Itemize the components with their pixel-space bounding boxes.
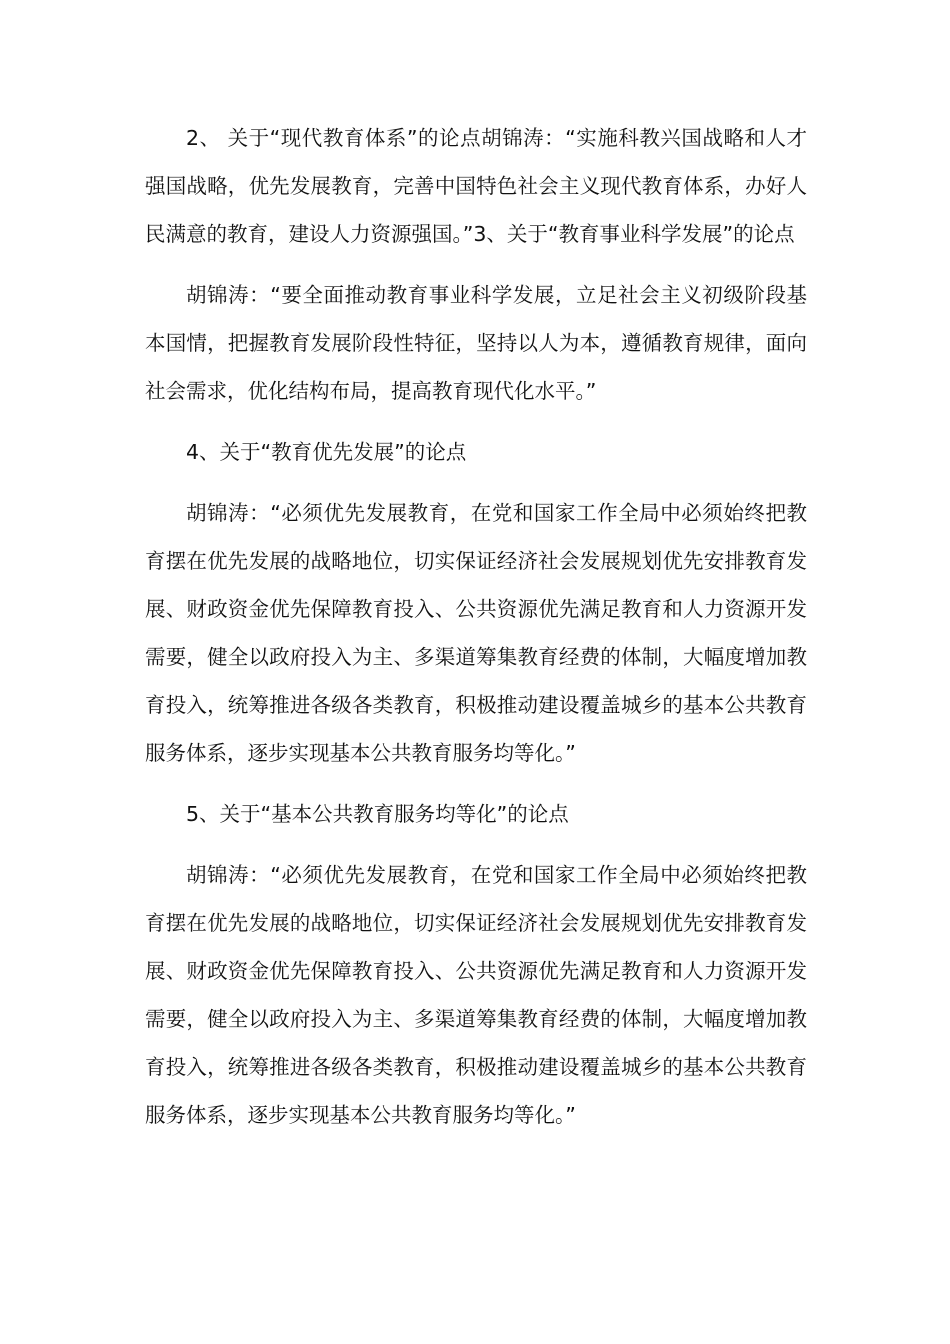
heading-equalization: 5、关于“基本公共教育服务均等化”的论点 (186, 802, 569, 826)
heading-priority-development: 4、关于“教育优先发展”的论点 (186, 440, 467, 464)
paragraph-scientific-development: 胡锦涛：“要全面推动教育事业科学发展，立足社会主义初级阶段基本国情，把握教育发展阶段性特征，坚持以人为本，遵循教育规律，面向社会需求，优化结构布局，提高教育现代化水平。” (145, 283, 807, 403)
paragraph-modern-education-system: 2、 关于“现代教育体系”的论点胡锦涛：“实施科教兴国战略和人才强国战略，优先发展教育，完善中国特色社会主义现代教育体系，办好人民满意的教育，建设人力资源强国。”3、关于“教育事业科学发展”的论点 (145, 126, 807, 246)
paragraph-priority-development: 胡锦涛：“必须优先发展教育，在党和国家工作全局中必须始终把教育摆在优先发展的战略地位，切实保证经济社会发展规划优先安排教育发展、财政资金优先保障教育投入、公共资源优先满足教育和人力资源开发需要，健全以政府投入为主、多渠道筹集教育经费的体制，大幅度增加教育投入，统筹推进各级各类教育，积极推动建设覆盖城乡的基本公共教育服务体系，逐步实现基本公共教育服务均等化。” (145, 501, 807, 765)
document-body (145, 114, 807, 1152)
paragraph-equalization: 胡锦涛：“必须优先发展教育，在党和国家工作全局中必须始终把教育摆在优先发展的战略地位，切实保证经济社会发展规划优先安排教育发展、财政资金优先保障教育投入、公共资源优先满足教育和人力资源开发需要，健全以政府投入为主、多渠道筹集教育经费的体制，大幅度增加教育投入，统筹推进各级各类教育，积极推动建设覆盖城乡的基本公共教育服务体系，逐步实现基本公共教育服务均等化。” (145, 863, 807, 1127)
